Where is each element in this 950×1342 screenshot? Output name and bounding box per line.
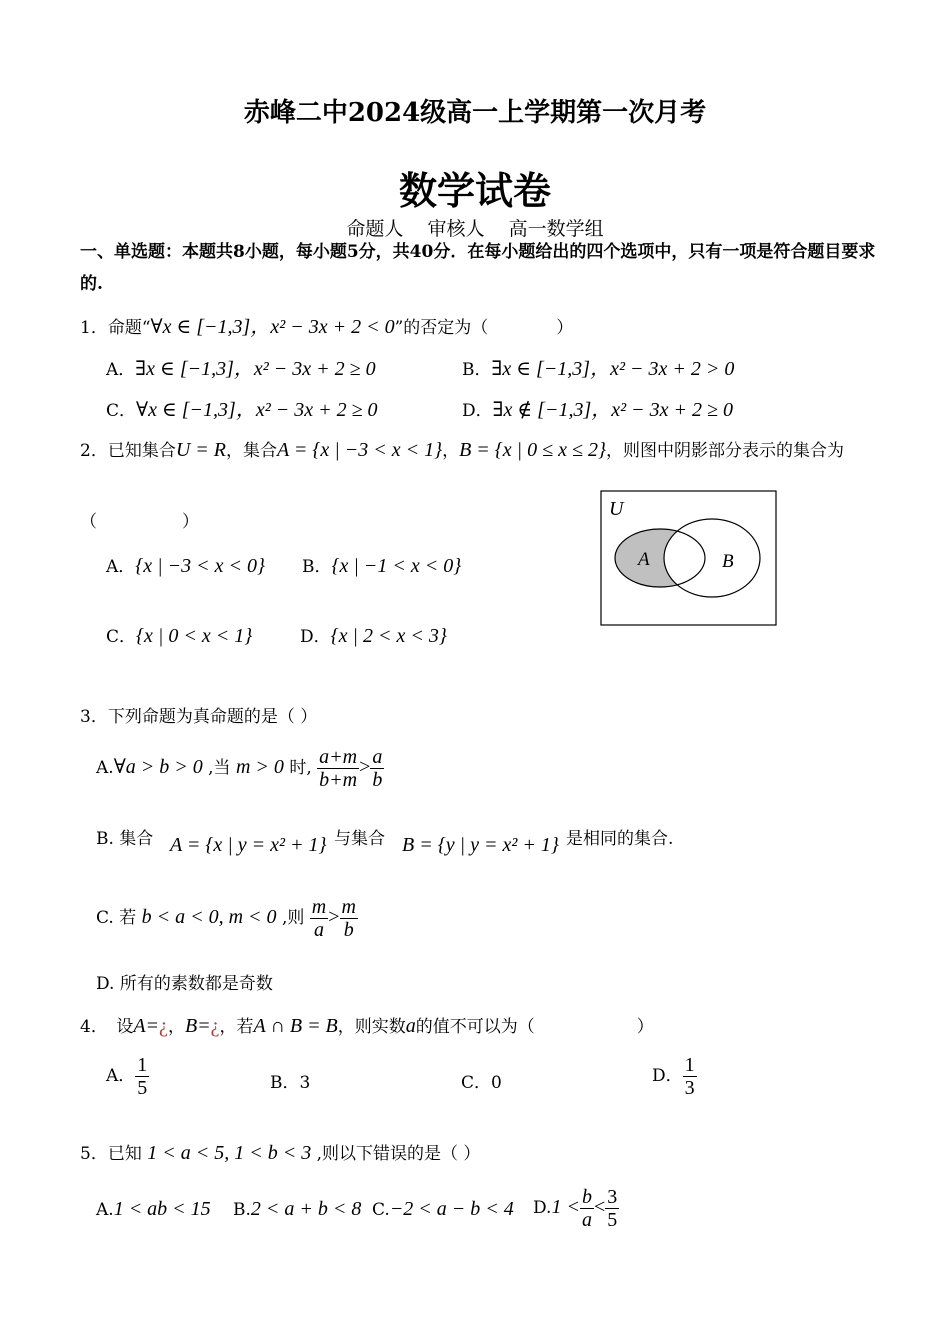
- question-2-option-c: C．{x | 0 < x < 1}: [106, 625, 253, 647]
- question-1-option-b: B．∃x ∈ [−1,3]，x² − 3x + 2 > 0: [462, 358, 735, 380]
- exam-subtitle: 数学试卷: [398, 168, 551, 213]
- question-4-option-d: D． $\frac{1}{3}$: [652, 1054, 695, 1099]
- question-1-option-c: C．∀x ∈ [−1,3]，x² − 3x + 2 ≥ 0: [106, 399, 378, 421]
- exam-authors: 命题人 审核人 高一数学组: [346, 218, 604, 240]
- question-4-option-b: B．3: [270, 1073, 311, 1093]
- question-3-option-b-end: 是相同的集合.: [566, 829, 674, 849]
- section-heading: 一、单选题：本题共8小题，每小题5分，共40分．在每小题给出的四个选项中，只有一项是符合题目要求的.: [80, 242, 876, 294]
- question-4-option-a: A． $\frac{1}{5}$: [106, 1054, 148, 1099]
- question-3-option-a: A.∀a > b > 0 ,当 m > 0 时, $\frac{a+m}{b+m}$ > $\frac{a}{b}$: [96, 746, 383, 791]
- fraction-m-over-b: $\frac{m}{b}$: [341, 896, 356, 941]
- question-5-option-a: A.1 < ab < 15: [96, 1198, 211, 1220]
- question-2-option-b: B．{x | −1 < x < 0}: [302, 555, 462, 577]
- question-3-option-b-text: 与集合: [334, 829, 385, 849]
- question-4-stem: 4． 设A=¿，B=¿，若A ∩ B = B，则实数a的值不可以为（ ）: [80, 1015, 654, 1037]
- question-2-option-a: A．{x | −3 < x < 0}: [106, 555, 266, 577]
- question-5-stem: 5．已知 1 < a < 5, 1 < b < 3 ,则以下错误的是（ ）: [80, 1142, 481, 1164]
- question-1-option-a: A．∃x ∈ [−1,3]，x² − 3x + 2 ≥ 0: [106, 358, 376, 380]
- question-3-option-c: C. 若 b < a < 0, m < 0 ,则 $\frac{m}{a}$ > $\frac{m}{b}$: [96, 896, 356, 941]
- venn-label-u: U: [609, 498, 624, 520]
- venn-label-b: B: [722, 551, 734, 572]
- question-1-stem: 1．命题“∀x ∈ [−1,3]，x² − 3x + 2 < 0”的否定为（ ）: [80, 316, 574, 338]
- question-3-option-b: B. 集合: [96, 829, 154, 849]
- fraction-a-over-b: $\frac{a}{b}$: [372, 746, 383, 791]
- question-5-option-c: C.−2 < a − b < 4: [372, 1198, 514, 1220]
- question-2-paren: （ ）: [80, 512, 199, 532]
- question-5-option-b: B.2 < a + b < 8: [233, 1198, 362, 1220]
- venn-label-a: A: [638, 549, 650, 570]
- exam-title: 赤峰二中2024级高一上学期第一次月考: [243, 98, 707, 128]
- question-5-option-d: D.1 < $\frac{b}{a}$ < $\frac{3}{5}$: [533, 1186, 618, 1231]
- question-3-option-d: D. 所有的素数都是奇数: [96, 974, 273, 994]
- fraction-a-plus-m: $\frac{a+m}{b+m}$: [319, 746, 358, 791]
- question-1-option-d: D．∃x ∉ [−1,3]，x² − 3x + 2 ≥ 0: [462, 399, 733, 421]
- question-2-stem: 2．已知集合U = R，集合A = {x | −3 < x < 1}，B = {x | 0 ≤ x ≤ 2}，则图中阴影部分表示的集合为: [80, 439, 844, 461]
- question-3-option-b-set-a: A = {x | y = x² + 1}: [170, 834, 327, 856]
- question-3-option-b-set-b: B = {y | y = x² + 1}: [402, 834, 559, 856]
- question-4-option-c: C．0: [461, 1073, 502, 1093]
- question-3-stem: 3．下列命题为真命题的是（ ）: [80, 707, 318, 727]
- fraction-m-over-a: $\frac{m}{a}$: [311, 896, 327, 941]
- question-2-option-d: D．{x | 2 < x < 3}: [300, 625, 447, 647]
- venn-diagram: [600, 490, 778, 628]
